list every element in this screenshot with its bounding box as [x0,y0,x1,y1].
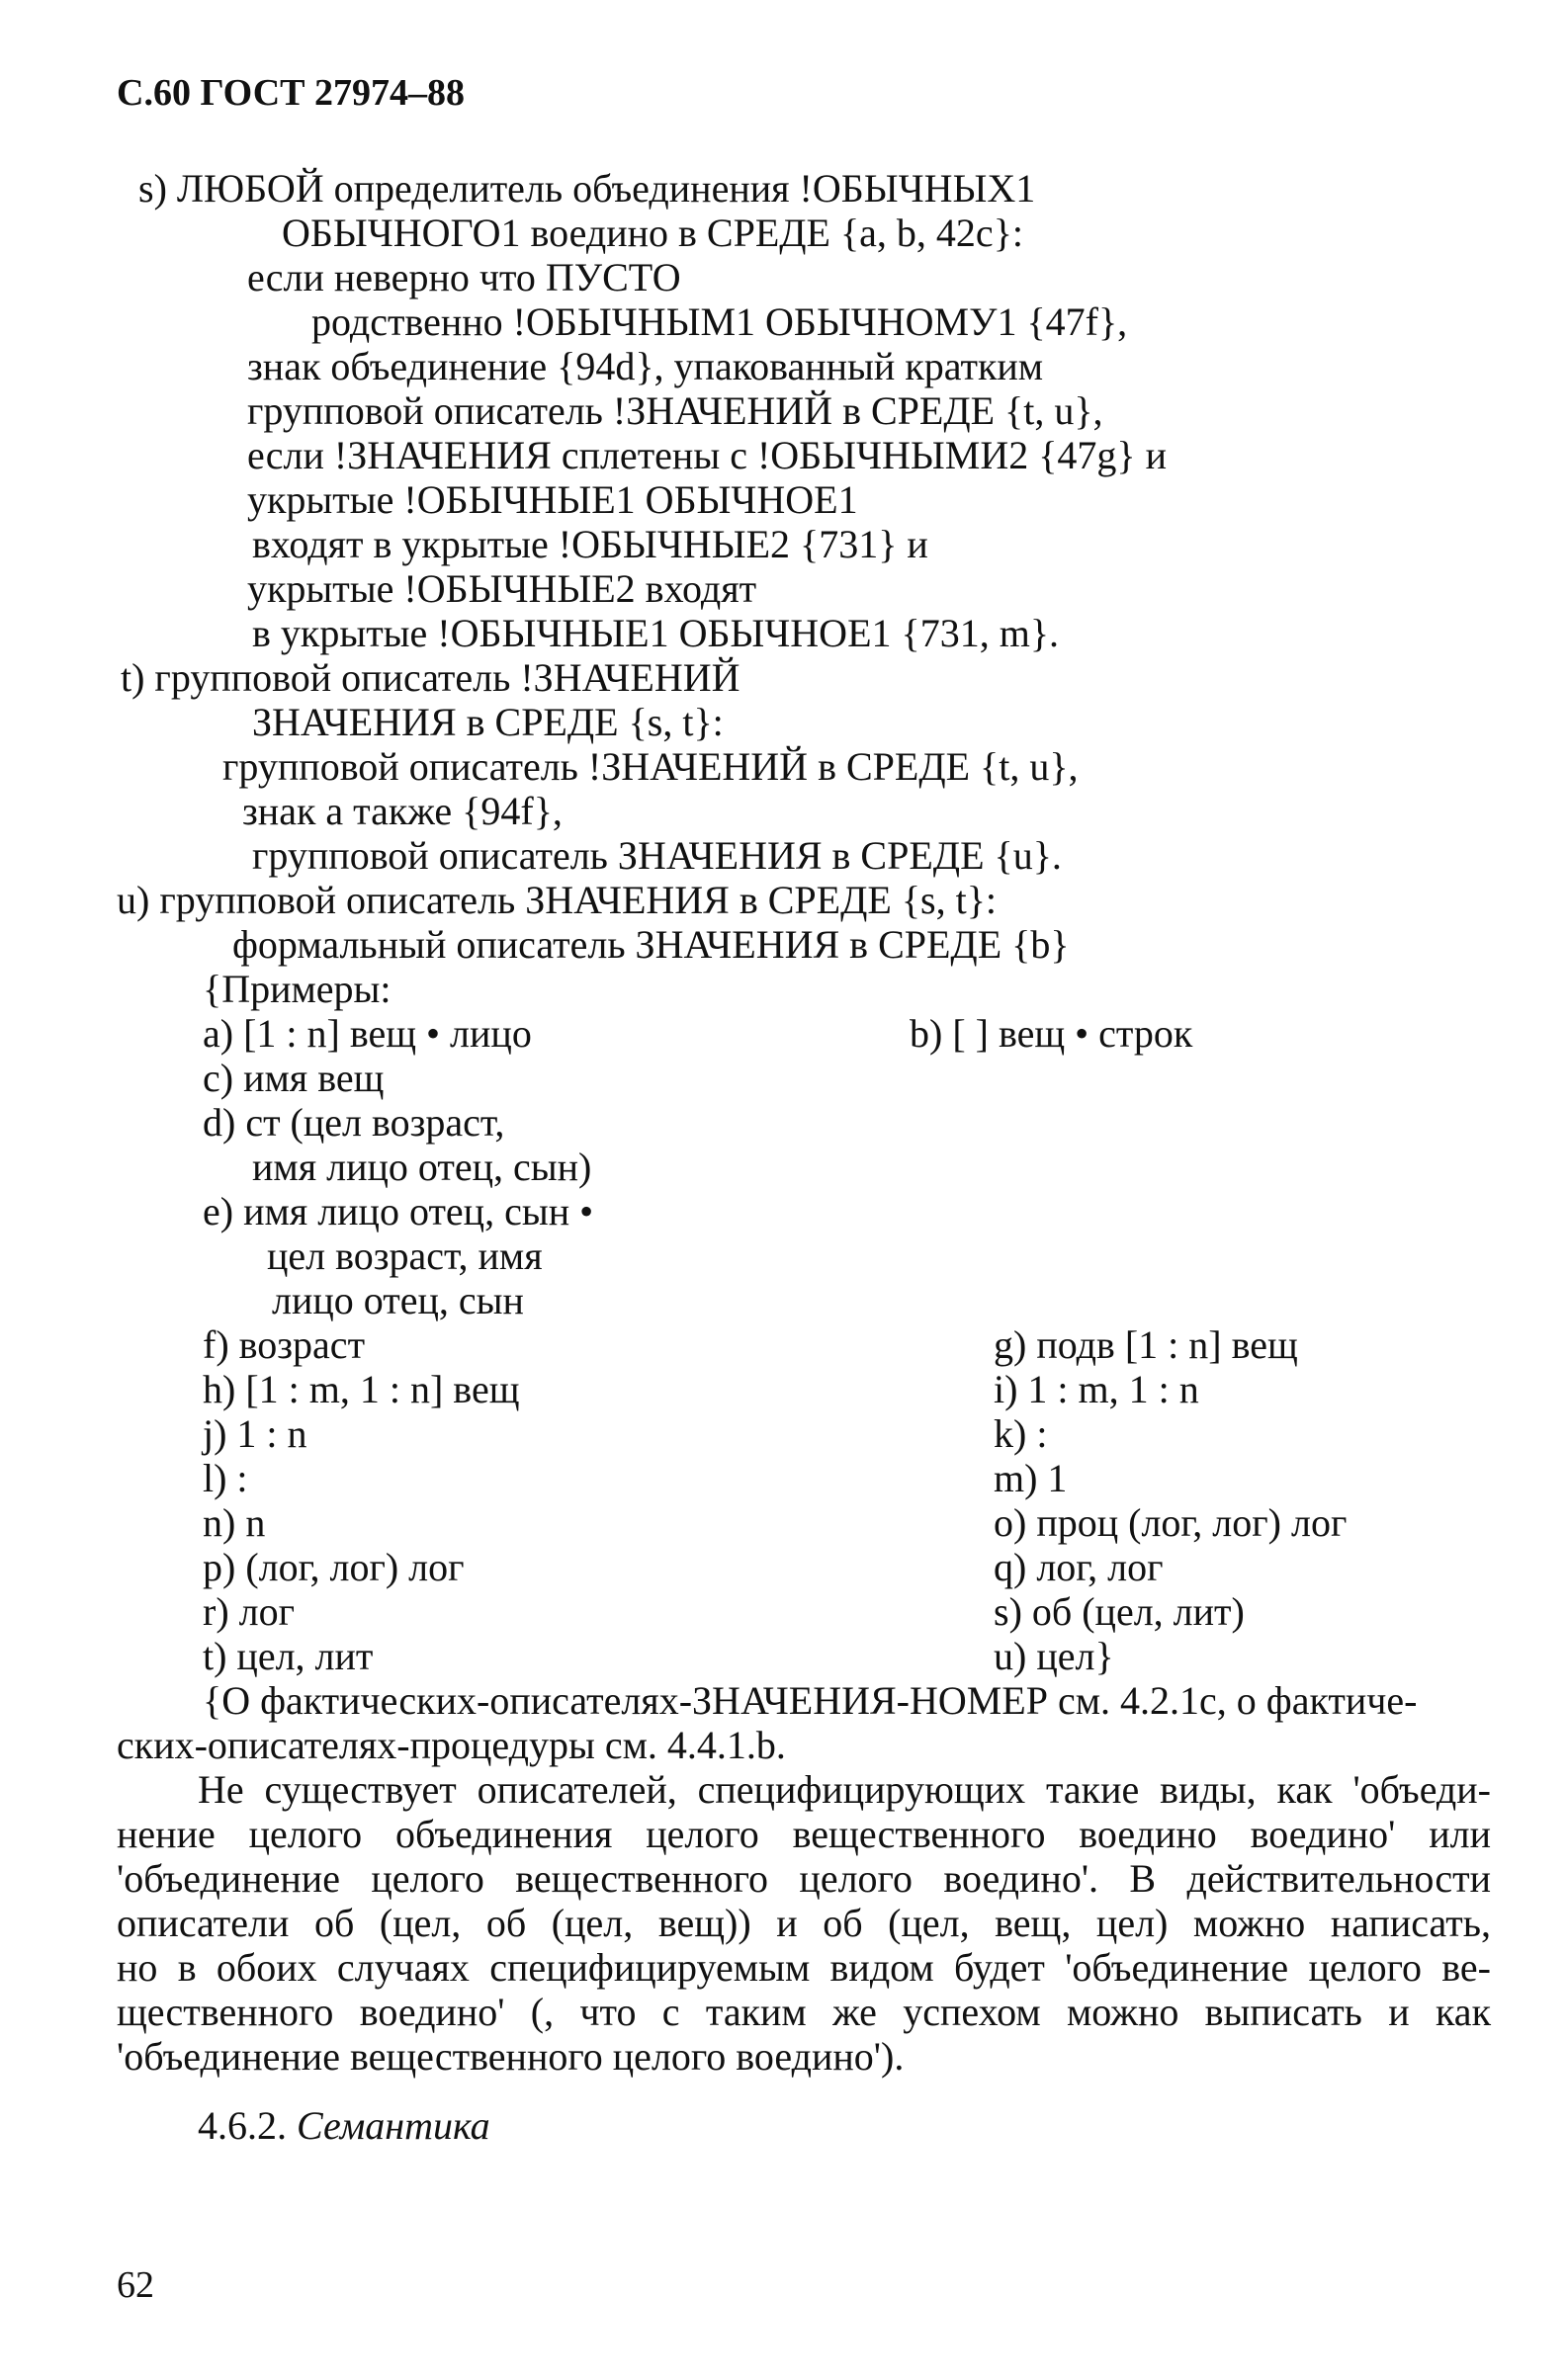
example-item: f) возраст [203,1322,366,1367]
example-item: b) [ ] вещ • строк [910,1011,1193,1056]
paragraph-line: описатели об (цел, об (цел, вещ)) и об (цел, вещ, цел) можно написать, [117,1901,1491,1945]
paragraph-line: 'объединение вещественного целого воедино'). [117,2034,905,2079]
example-item: p) (лог, лог) лог [203,1545,465,1589]
rule-s-line: групповой описатель !ЗНАЧЕНИЙ в СРЕДЕ {t, u}, [247,388,1103,433]
rule-s-line: родственно !ОБЫЧНЫМ1 ОБЫЧНОМУ1 {47f}, [311,299,1128,344]
example-item: лицо отец, сын [272,1278,524,1322]
page-number: 62 [117,2264,154,2306]
rule-s-line: в укрытые !ОБЫЧНЫЕ1 ОБЫЧНОЕ1 {731, m}. [252,611,1060,655]
rule-s-line: входят в укрытые !ОБЫЧНЫЕ2 {731} и [252,522,928,566]
rule-t-line: знак а также {94f}, [242,789,563,833]
section-number: 4.6.2. [198,2103,287,2148]
rule-s-line: s) ЛЮБОЙ определитель объединения !ОБЫЧНЫХ1 [138,166,1036,211]
examples-title: {Примеры: [203,967,392,1011]
example-item: g) подв [1 : n] вещ [994,1322,1298,1367]
paragraph-line: нение целого объединения целого вещественного воедино воедино' или [117,1812,1491,1856]
example-item: k) : [994,1411,1048,1456]
example-item: t) цел, лит [203,1634,374,1678]
example-item: s) об (цел, лит) [994,1589,1245,1634]
paragraph-line: Не существует описателей, специфицирующих такие виды, как 'объеди- [198,1767,1491,1812]
explanatory-paragraph [198,1767,1491,1812]
rule-u-line: u) групповой описатель ЗНАЧЕНИЯ в СРЕДЕ {s, t}: [117,878,998,922]
rule-s-line: укрытые !ОБЫЧНЫЕ1 ОБЫЧНОЕ1 [247,477,858,522]
example-item: u) цел} [994,1634,1114,1678]
example-item: имя лицо отец, сын) [252,1145,592,1189]
example-item: j) 1 : n [203,1411,307,1456]
rule-s-line: укрытые !ОБЫЧНЫЕ2 входят [247,566,757,611]
example-item: c) имя вещ [203,1056,385,1100]
explanatory-paragraph-cont [117,1812,1491,2079]
example-item: o) проц (лог, лог) лог [994,1500,1348,1545]
rule-t-line: ЗНАЧЕНИЯ в СРЕДЕ {s, t}: [252,700,724,744]
example-item: e) имя лицо отец, сын • [203,1189,594,1233]
example-item: i) 1 : m, 1 : n [994,1367,1199,1411]
rule-s-line: если !ЗНАЧЕНИЯ сплетены с !ОБЫЧНЫМИ2 {47g} и [247,433,1168,477]
section-heading [198,2103,490,2148]
page-header: С.60 ГОСТ 27974–88 [117,72,465,114]
example-item: n) n [203,1500,266,1545]
rule-t-line: групповой описатель ЗНАЧЕНИЯ в СРЕДЕ {u}. [252,833,1062,878]
example-item: l) : [203,1456,248,1500]
note-line: ских-описателях-процедуры см. 4.4.1.b. [117,1723,786,1767]
rule-u-line: формальный описатель ЗНАЧЕНИЯ в СРЕДЕ {b} [232,922,1070,967]
section-title: Семантика [297,2103,490,2148]
example-item: m) 1 [994,1456,1068,1500]
rule-t-line: t) групповой описатель !ЗНАЧЕНИЙ [121,655,740,700]
example-item: a) [1 : n] вещ • лицо [203,1011,532,1056]
example-item: h) [1 : m, 1 : n] вещ [203,1367,520,1411]
paragraph-line: 'объединение целого вещественного целого воедино'. В действительности [117,1856,1491,1901]
note-line: {О фактических-описателях-ЗНАЧЕНИЯ-НОМЕР см. 4.2.1с, о фактиче- [203,1678,1418,1723]
example-item: q) лог, лог [994,1545,1164,1589]
example-item: d) ст (цел возраст, [203,1100,505,1145]
example-item: r) лог [203,1589,296,1634]
rule-s-line: знак объединение {94d}, упакованный кратким [247,344,1044,388]
example-item: цел возраст, имя [267,1233,543,1278]
paragraph-line: щественного воедино' (, что с таким же успехом можно выписать и как [117,1990,1491,2034]
rule-s-line: если неверно что ПУСТО [247,255,681,299]
paragraph-line: но в обоих случаях специфицируемым видом будет 'объединение целого ве- [117,1945,1491,1990]
rule-s-line: ОБЫЧНОГО1 воедино в СРЕДЕ {a, b, 42c}: [282,211,1023,255]
rule-t-line: групповой описатель !ЗНАЧЕНИЙ в СРЕДЕ {t, u}, [222,744,1079,789]
